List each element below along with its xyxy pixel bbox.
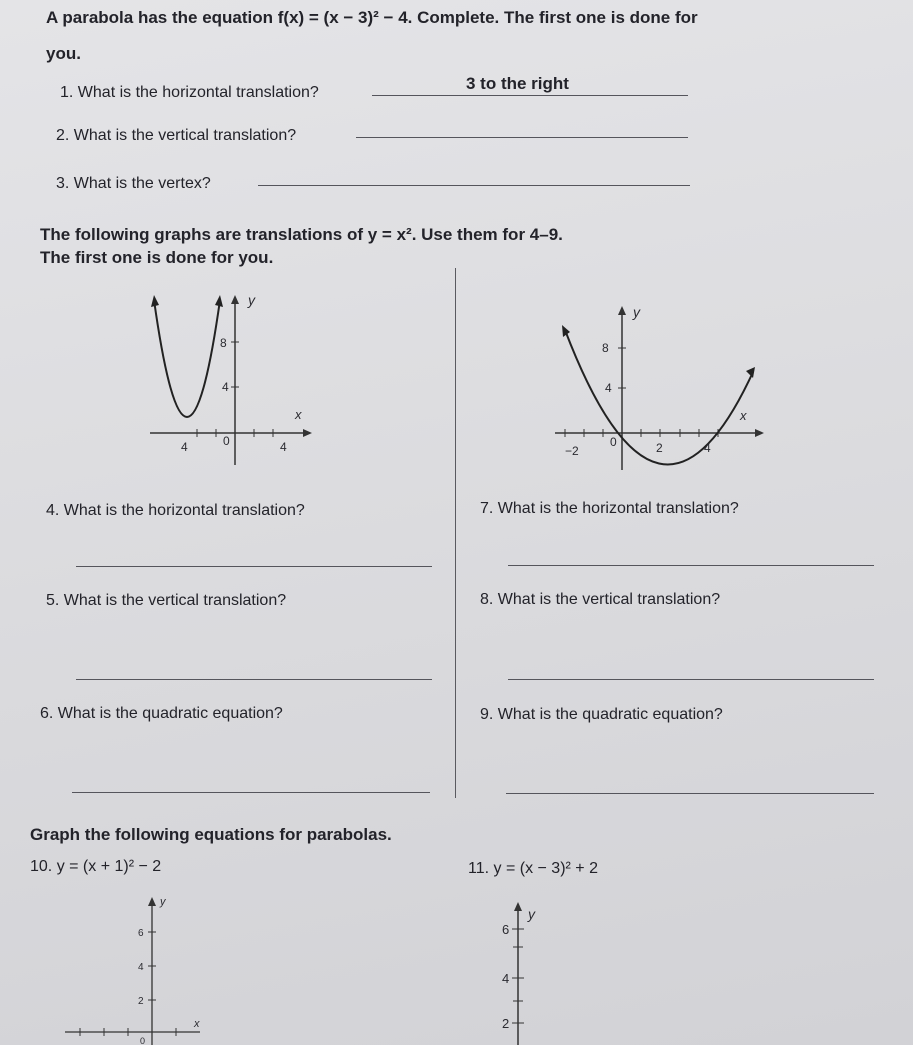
question-5-label: 5. What is the vertical translation? bbox=[46, 592, 287, 609]
question-8-label: 8. What is the vertical translation? bbox=[480, 591, 721, 608]
question-1-answer: 3 to the right bbox=[466, 74, 569, 93]
question-4-label: 4. What is the horizontal translation? bbox=[46, 502, 305, 519]
question-3-label: 3. What is the vertex? bbox=[56, 175, 211, 192]
question-2-answer-line[interactable] bbox=[356, 137, 688, 138]
graph-section-title: Graph the following equations for parabolas. bbox=[30, 825, 392, 844]
graph-11[interactable] bbox=[490, 895, 570, 1045]
graph-10-tick-4: 4 bbox=[138, 962, 144, 973]
right-graph-tick-x4: 4 bbox=[704, 441, 711, 455]
right-graph-tick-2: 2 bbox=[656, 441, 663, 455]
question-1-label: 1. What is the horizontal translation? bbox=[60, 84, 319, 101]
graph-11-tick-2: 2 bbox=[502, 1016, 510, 1031]
graph-11-tick-6: 6 bbox=[502, 922, 510, 937]
right-graph-x-label: x bbox=[740, 408, 747, 423]
right-graph bbox=[550, 300, 770, 475]
left-graph bbox=[140, 285, 320, 470]
left-graph-x-label: x bbox=[295, 407, 302, 422]
question-7-answer-line[interactable] bbox=[508, 565, 874, 566]
question-9-label: 9. What is the quadratic equation? bbox=[480, 706, 723, 723]
equation-10: 10. y = (x + 1)² − 2 bbox=[30, 858, 162, 875]
left-graph-tick-x4: 4 bbox=[280, 440, 287, 454]
left-graph-tick-4: 4 bbox=[222, 380, 229, 394]
right-graph-tick-0: 0 bbox=[610, 435, 617, 449]
left-graph-parabola bbox=[154, 300, 220, 417]
question-6-label: 6. What is the quadratic equation? bbox=[40, 705, 283, 722]
graph-10-tick-0: 0 bbox=[140, 1036, 146, 1045]
question-7-label: 7. What is the horizontal translation? bbox=[480, 500, 739, 517]
question-6-answer-line[interactable] bbox=[72, 792, 430, 793]
column-divider bbox=[455, 268, 456, 798]
right-graph-y-label: y bbox=[633, 304, 640, 320]
question-5-answer-line[interactable] bbox=[76, 679, 432, 680]
graphs-section-line-2: The first one is done for you. bbox=[40, 248, 274, 267]
right-graph-tick-neg2: −2 bbox=[565, 444, 579, 458]
left-graph-tick-neg4: 4 bbox=[181, 440, 188, 454]
graph-10[interactable] bbox=[60, 888, 220, 1045]
equation-11: 11. y = (x − 3)² + 2 bbox=[468, 860, 598, 877]
right-graph-tick-4: 4 bbox=[605, 381, 612, 395]
right-graph-tick-8: 8 bbox=[602, 341, 609, 355]
graph-11-tick-4: 4 bbox=[502, 971, 510, 986]
question-9-answer-line[interactable] bbox=[506, 793, 874, 794]
intro-line-2: you. bbox=[46, 44, 81, 63]
intro-line-1: A parabola has the equation f(x) = (x − 3)² − 4. Complete. The first one is done for bbox=[46, 8, 698, 27]
left-graph-tick-8: 8 bbox=[220, 336, 227, 350]
graphs-section-line-1: The following graphs are translations of y = x². Use them for 4–9. bbox=[40, 225, 563, 244]
left-graph-tick-0: 0 bbox=[223, 434, 230, 448]
question-2-label: 2. What is the vertical translation? bbox=[56, 127, 297, 144]
question-8-answer-line[interactable] bbox=[508, 679, 874, 680]
graph-10-tick-2: 2 bbox=[138, 996, 144, 1007]
graph-10-y-label: y bbox=[160, 896, 166, 908]
graph-10-tick-6: 6 bbox=[138, 928, 144, 939]
graph-11-y-label: y bbox=[528, 906, 535, 922]
question-1-answer-line[interactable] bbox=[372, 95, 688, 96]
question-3-answer-line[interactable] bbox=[258, 185, 690, 186]
left-graph-y-label: y bbox=[248, 292, 255, 308]
question-4-answer-line[interactable] bbox=[76, 566, 432, 567]
graph-10-x-label: x bbox=[194, 1018, 200, 1030]
